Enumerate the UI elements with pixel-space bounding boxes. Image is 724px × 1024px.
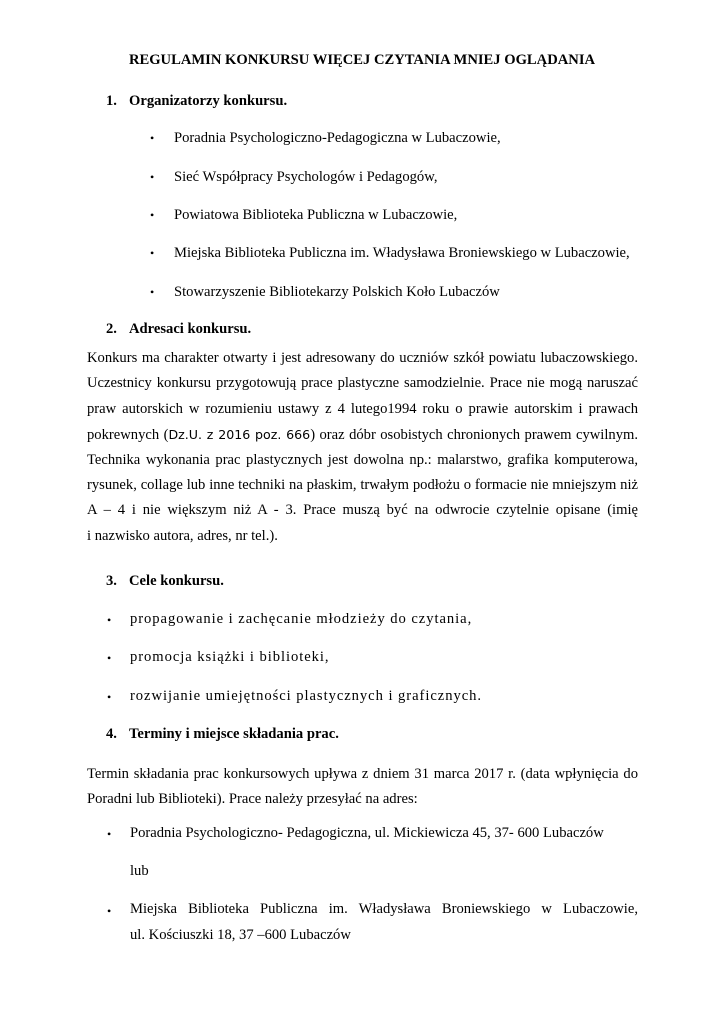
section-1-heading xyxy=(106,93,287,110)
legal-citation: Dz.U. z 2016 poz. 666 xyxy=(168,427,311,443)
paragraph-line: praw autorskich w rozumieniu ustawy z 4 lutego1994 roku o prawie autorskim i prawach xyxy=(87,400,638,417)
list-item: Powiatowa Biblioteka Publiczna w Lubaczowie, xyxy=(174,207,458,223)
paragraph-line: Technika wykonania prac plastycznych jest dowolna np.: malarstwo, grafika komputerowa, xyxy=(87,451,638,468)
list-item: Miejska Biblioteka Publiczna im. Władysława Broniewskiego w Lubaczowie, xyxy=(174,245,630,261)
bullet-icon: • xyxy=(107,827,112,841)
section-4-paragraph xyxy=(87,762,638,813)
page-title: REGULAMIN KONKURSU WIĘCEJ CZYTANIA MNIEJ OGLĄDANIA xyxy=(128,52,596,68)
address-item: Poradnia Psychologiczno- Pedagogiczna, ul. Mickiewicza 45, 37- 600 Lubaczów xyxy=(130,825,604,841)
list-item: rozwijanie umiejętności plastycznych i graficznych. xyxy=(130,688,482,704)
or-separator: lub xyxy=(130,863,149,879)
paragraph-text: pokrewnych ( xyxy=(87,427,169,444)
list-item: propagowanie i zachęcanie młodzieży do czytania, xyxy=(130,611,473,627)
paragraph-line: Poradni lub Biblioteki). Prace należy przesyłać na adres: xyxy=(87,791,418,808)
list-item: Sieć Współpracy Psychologów i Pedagogów, xyxy=(174,169,438,185)
section-title: Cele konkursu. xyxy=(129,573,224,589)
section-3-heading xyxy=(106,573,224,590)
bullet-icon: • xyxy=(150,131,155,145)
paragraph-line: Uczestnicy konkursu przygotowują prace plastyczne samodzielnie. Prace nie mogą naruszać xyxy=(87,375,638,392)
paragraph-line: Konkurs ma charakter otwarty i jest adresowany do uczniów szkół powiatu lubaczowskiego. xyxy=(87,350,638,366)
section-title: Organizatorzy konkursu. xyxy=(129,93,288,109)
section-4-heading xyxy=(106,726,339,743)
address-item-continued: ul. Kościuszki 18, 37 –600 Lubaczów xyxy=(130,927,351,943)
section-title: Terminy i miejsce składania prac. xyxy=(129,726,339,742)
bullet-icon: • xyxy=(150,246,155,260)
list-item: promocja książki i biblioteki, xyxy=(130,649,330,665)
paragraph-text: ) oraz dóbr osobistych chronionych prawem cywilnym. xyxy=(310,427,638,444)
paragraph-line: Termin składania prac konkursowych upływa z dniem 31 marca 2017 r. (data wpłynięcia do xyxy=(87,766,638,782)
bullet-icon: • xyxy=(107,690,112,704)
list-item: Stowarzyszenie Bibliotekarzy Polskich Koło Lubaczów xyxy=(174,284,500,300)
section-2-paragraph xyxy=(87,346,638,549)
bullet-icon: • xyxy=(150,285,155,299)
bullet-icon: • xyxy=(150,208,155,222)
paragraph-line: i nazwisko autora, adres, nr tel.). xyxy=(87,527,278,544)
section-2-heading xyxy=(106,321,251,338)
paragraph-line-with-citation xyxy=(87,422,638,447)
bullet-icon: • xyxy=(107,904,112,918)
paragraph-line: A – 4 i nie większym niż A - 3. Prace muszą być na odwrocie czytelnie opisane (imię xyxy=(87,502,638,519)
address-item: Miejska Biblioteka Publiczna im. Władysława Broniewskiego w Lubaczowie, xyxy=(130,901,638,917)
section-title: Adresaci konkursu. xyxy=(129,321,252,337)
bullet-icon: • xyxy=(107,651,112,665)
section-number: 4. xyxy=(106,726,117,742)
section-number: 1. xyxy=(106,93,117,109)
section-number: 3. xyxy=(106,573,117,589)
paragraph-line: rysunek, collage lub inne techniki na płaskim, trwałym podłożu o formacie nie mniejszym niż xyxy=(87,476,638,493)
bullet-icon: • xyxy=(150,170,155,184)
bullet-icon: • xyxy=(107,613,112,627)
section-number: 2. xyxy=(106,321,117,337)
list-item: Poradnia Psychologiczno-Pedagogiczna w Lubaczowie, xyxy=(174,130,501,146)
